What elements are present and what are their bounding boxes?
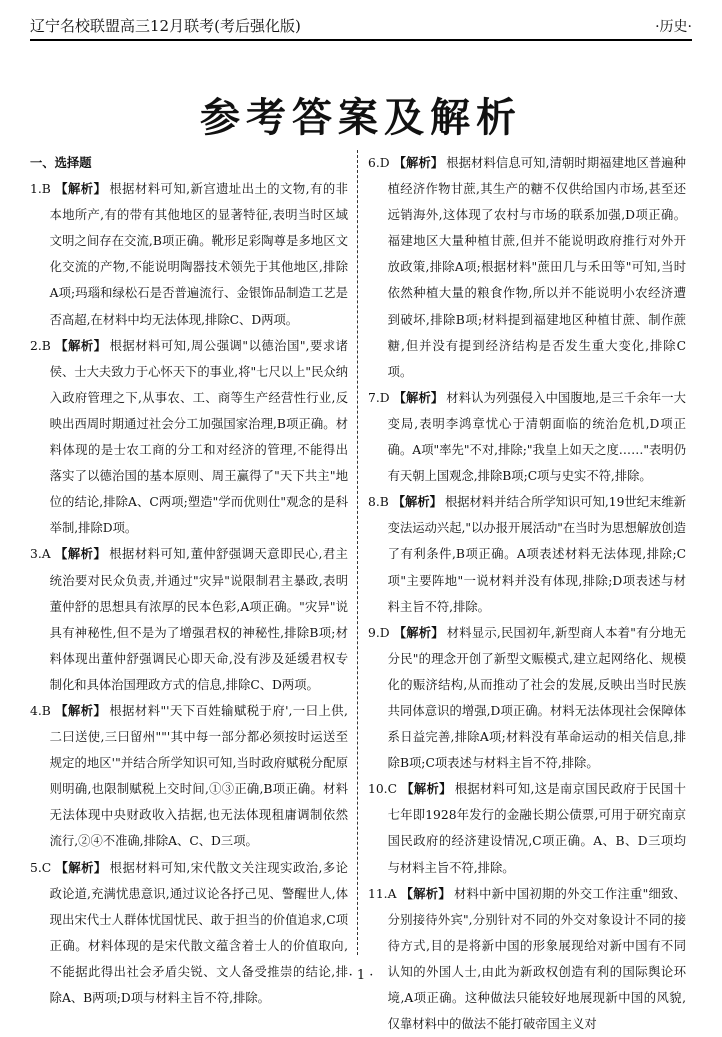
analysis-tag: 【解析】 (55, 702, 107, 718)
question-number: 4. (30, 703, 42, 718)
analysis-tag: 【解析】 (55, 546, 107, 562)
question-text: 根据材料可知,新宫遗址出土的文物,有的非本地所产,有的带有其他地区的显著特征,表明当时区域文明之间存在交流,B项正确。靴形足彩陶尊是多地区文化交流的产物,不能说明陶器技术领先于其他地区,排除A项;玛瑙和绿松石是否普遍流行、金银饰品制造工艺是否高超,在材料中均无法体现,排除C、D两项。 (49, 182, 348, 327)
question-2 (30, 333, 348, 542)
question-number: 1. (30, 182, 42, 197)
question-text: 材料显示,民国初年,新型商人本着"有分地无分民"的理念开创了新型文赈模式,建立起网络化、规模化的赈济结构,从而推动了社会的发展,反映出当时民族共同体意识的增强,D项正确。材料无法体现社会保障体系日益完善,排除A项;材料没有革命运动的相关信息,排除B项;C项表述与材料主旨不符,排除。 (387, 625, 686, 771)
section-title: 一、选择题 (30, 155, 92, 170)
question-number: 9. (368, 625, 380, 640)
right-column (368, 150, 686, 1037)
question-answer: C (41, 860, 52, 875)
exam-name: 辽宁名校联盟高三12月联考(考后强化版) (30, 17, 301, 35)
question-number: 8. (368, 495, 380, 510)
analysis-tag: 【解析】 (55, 337, 107, 353)
answer-columns (30, 150, 692, 1032)
question-number: 6. (368, 156, 380, 170)
analysis-tag: 【解析】 (393, 624, 444, 640)
question-answer: A (41, 547, 51, 562)
question-5 (30, 855, 348, 1012)
question-answer: B (41, 182, 51, 197)
analysis-tag: 【解析】 (401, 781, 452, 797)
page-header (30, 6, 692, 41)
question-answer: A (387, 886, 397, 901)
analysis-tag: 【解析】 (55, 181, 107, 197)
question-9 (368, 620, 686, 777)
analysis-tag: 【解析】 (393, 155, 444, 170)
question-answer: D (379, 390, 390, 405)
question-answer: D (379, 625, 390, 640)
question-3 (30, 541, 348, 698)
question-answer: D (379, 156, 390, 170)
analysis-tag: 【解析】 (400, 885, 451, 901)
question-text: 根据材料可知,董仲舒强调天意即民心,君主统治要对民众负责,并通过"灾异"说限制君主暴政,表明董仲舒的思想具有浓厚的民本色彩,A项正确。"灾异"说具有神秘性,但不是为了增强君权的神秘性,排除B项;材料体现出董仲舒强调民心即天命,没有涉及延缓君权专制化和具体治国理政方式的信息,排除C、D两项。 (49, 547, 348, 692)
question-10 (368, 776, 686, 880)
question-number: 2. (30, 338, 42, 353)
question-8 (368, 489, 686, 619)
question-answer: B (41, 338, 51, 353)
analysis-tag: 【解析】 (55, 859, 107, 875)
question-text: 材料中新中国初期的外交工作注重"细致、分别接待外宾",分别针对不同的外交对象设计不同的接待方式,目的是将新中国的形象展现给对新中国有不同认知的外国人士,由此为新政权创造有利的国际舆论环境,A项正确。这种做法只能较好地展现新中国的风貌,仅靠材料中的做法不能打破帝国主义对 (387, 886, 686, 1032)
question-text: 材料认为列强侵入中国腹地,是三千余年一大变局,表明李鸿章忧心于清朝面临的统治危机,D项正确。A项"率先"不对,排除;"我皇上如天之度……"表明仍有天朝上国观念,排除B项;C项与史实不符,排除。 (387, 390, 686, 484)
question-number: 10. (368, 782, 388, 797)
question-text: 根据材料"'天下百姓输赋税于府',一曰上供,二曰送使,三曰留州""'其中每一部分都必须按时运送至规定的地区'"并结合所学知识可知,当时政府赋税分配原则明确,也限制赋税上交时间,①③正确,B项正确。材料无法体现中央财政收入拮据,也无法体现租庸调制依然流行,②④不准确,排除A、C、D三项。 (49, 703, 348, 849)
question-text: 根据材料并结合所学知识可知,19世纪末维新变法运动兴起,"以办报开展活动"在当时为思想解放创造了有利条件,B项正确。A项表述材料无法体现,排除;C项"主要阵地"一说材料并没有体现,排除;D项表述与材料主旨不符,排除。 (387, 495, 686, 614)
analysis-tag: 【解析】 (392, 494, 442, 510)
question-text: 根据材料可知,这是南京国民政府于民国十七年即1928年发行的金融长期公债票,可用于研究南京国民政府的经济建设情况,C项正确。A、B、D三项均与材料主旨不符,排除。 (387, 782, 686, 875)
question-6 (368, 150, 686, 385)
question-number: 7. (368, 390, 380, 405)
left-column (30, 150, 348, 1011)
analysis-tag: 【解析】 (393, 389, 444, 405)
column-divider (357, 150, 358, 955)
question-text: 根据材料可知,周公强调"以德治国",要求诸侯、士大夫致力于心怀天下的事业,将"七尺以上"民众纳入政府管理之下,从事农、工、商等生产经营性行业,反映出西周时期通过社会分工加强国家治理,B项正确。材料体现的是士农工商的分工和对经济的管理,不能得出落实了以德治国的基本原则、周王赢得了"天下共主"地位的结论,排除A、C两项;塑造"学而优则仕"观念的是科举制,排除D项。 (49, 338, 348, 536)
page-number: · 1 · (348, 968, 374, 983)
question-text: 根据材料信息可知,清朝时期福建地区普遍种植经济作物甘蔗,其生产的糖不仅供给国内市场,甚至还远销海外,这体现了农村与市场的联系加强,D项正确。福建地区大量种植甘蔗,但并不能说明政府推行对外开放政策,排除A项;根据材料"蔗田几与禾田等"可知,当时依然种植大量的粮食作物,所以并不能说明小农经济遭到破坏,排除B项;材料提到福建地区种植甘蔗、制作蔗糖,但并没有提到经济结构是否发生重大变化,排除C项。 (387, 156, 686, 379)
question-answer: B (379, 495, 389, 510)
page-title: 参考答案及解析 (200, 95, 522, 141)
question-11 (368, 881, 686, 1037)
question-4 (30, 698, 348, 855)
question-number: 5. (30, 860, 42, 875)
question-1 (30, 176, 348, 333)
question-number: 11. (368, 886, 388, 901)
question-answer: B (41, 703, 51, 718)
question-7 (368, 385, 686, 489)
question-text: 根据材料可知,宋代散文关注现实政治,多论政论道,充满忧患意识,通过议论各抒己见、警醒世人,体现出宋代士人群体忧国忧民、敢于担当的价值追求,C项正确。材料体现的是宋代散文蕴含着士人的价值取向,不能据此得出社会矛盾尖锐、文人备受推崇的结论,排除A、B两项;D项与材料主旨不符,排除。 (49, 860, 348, 1005)
question-number: 3. (30, 547, 42, 562)
subject-label: ·历史· (655, 19, 692, 35)
question-answer: C (387, 782, 397, 797)
